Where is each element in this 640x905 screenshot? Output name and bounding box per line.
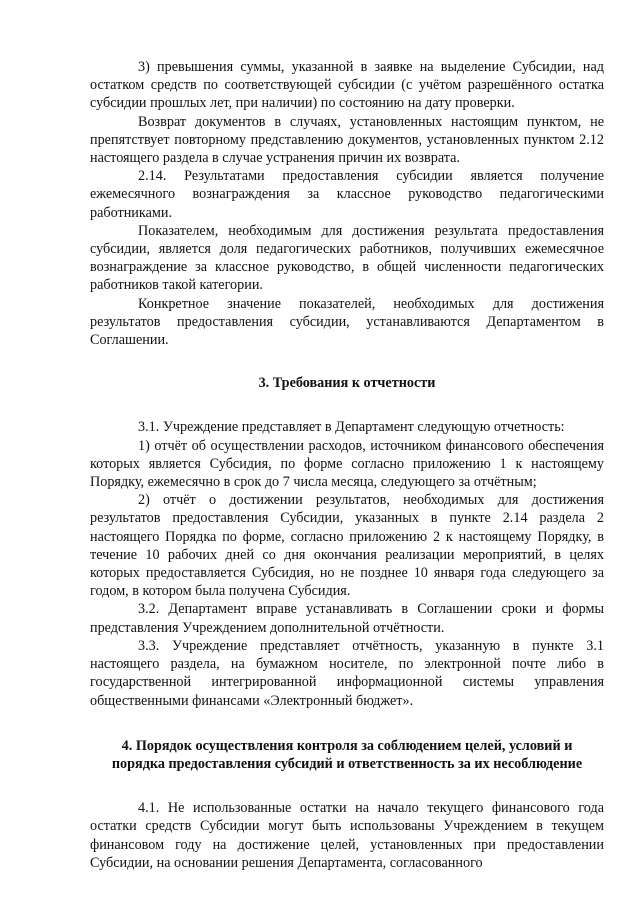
- section-4-heading-line-1: 4. Порядок осуществления контроля за соблюдением целей, условий и: [121, 737, 573, 754]
- section-4-heading-line-2: порядка предоставления субсидий и ответственность за их несоблюдение: [111, 755, 583, 772]
- paragraph-3-2: 3.2. Департамент вправе устанавливать в Соглашении сроки и формы представления Учреждением дополнительной отчётности.: [90, 601, 604, 636]
- paragraph-item-3: 3) превышения суммы, указанной в заявке на выделение Субсидии, над остатком средств по соответствующей субсидии (с учётом разрешённого остатка субсидии прошлых лет, при наличии) по состоянию на дату проверки.: [90, 59, 604, 112]
- section-3-heading: 3. Требования к отчетности: [258, 375, 436, 392]
- document-page: [90, 58, 604, 872]
- paragraph-indicator-values: Конкретное значение показателей, необходимых для достижения результатов предоставления субсидии, устанавливаются Департаментом в Соглашении.: [90, 295, 604, 349]
- paragraph-3-1-item-2: 2) отчёт о достижении результатов, необходимых для достижения результатов предоставления Субсидии, указанных в пункте 2.14 раздела 2 настоящего Порядка по форме, согласно приложению 2 к настоящему Порядку, в течение 10 рабочих дней со дня окончания реализации мероприятий, в целях которых предоставляется Субсидия, но не позднее 10 января года следующего за годом, в котором была получена Субсидия.: [90, 492, 604, 600]
- paragraph-3-3: 3.3. Учреждение представляет отчётность, указанную в пункте 3.1 настоящего раздела, на бумажном носителе, по электронной почте либо в государственной интегрированной информационной системы управления общественными финансами «Электронный бюджет».: [90, 637, 604, 709]
- paragraph-3-1: 3.1. Учреждение представляет в Департамент следующую отчетность:: [138, 419, 565, 436]
- paragraph-4-1: 4.1. Не использованные остатки на начало текущего финансового года остатки средств Субсидии могут быть использованы Учреждением в текущем финансовом году на достижение целей, установленных при предоставлении Субсидии, на основании решения Департамента, согласованного: [90, 800, 604, 871]
- paragraph-2-14: 2.14. Результатами предоставления субсидии является получение ежемесячного вознаграждения за классное руководство педагогическими работниками.: [90, 168, 604, 221]
- paragraph-indicator: Показателем, необходимым для достижения результата предоставления субсидии, является доля педагогических работников, получивших ежемесячное вознаграждение за классное руководство, в общей численности педагогических работников такой категории.: [90, 222, 604, 294]
- paragraph-3-1-item-1: 1) отчёт об осуществлении расходов, источником финансового обеспечения которых является Субсидия, по форме согласно приложению 1 к настоящему Порядку, ежемесячно в срок до 7 числа месяца, следующего за отчётным;: [90, 437, 604, 491]
- paragraph-return-documents: Возврат документов в случаях, установленных настоящим пунктом, не препятствует повторному представлению документов, установленных пунктом 2.12 настоящего раздела в случае устранения причин их возврата.: [90, 113, 604, 167]
- section-4-heading: [90, 737, 604, 773]
